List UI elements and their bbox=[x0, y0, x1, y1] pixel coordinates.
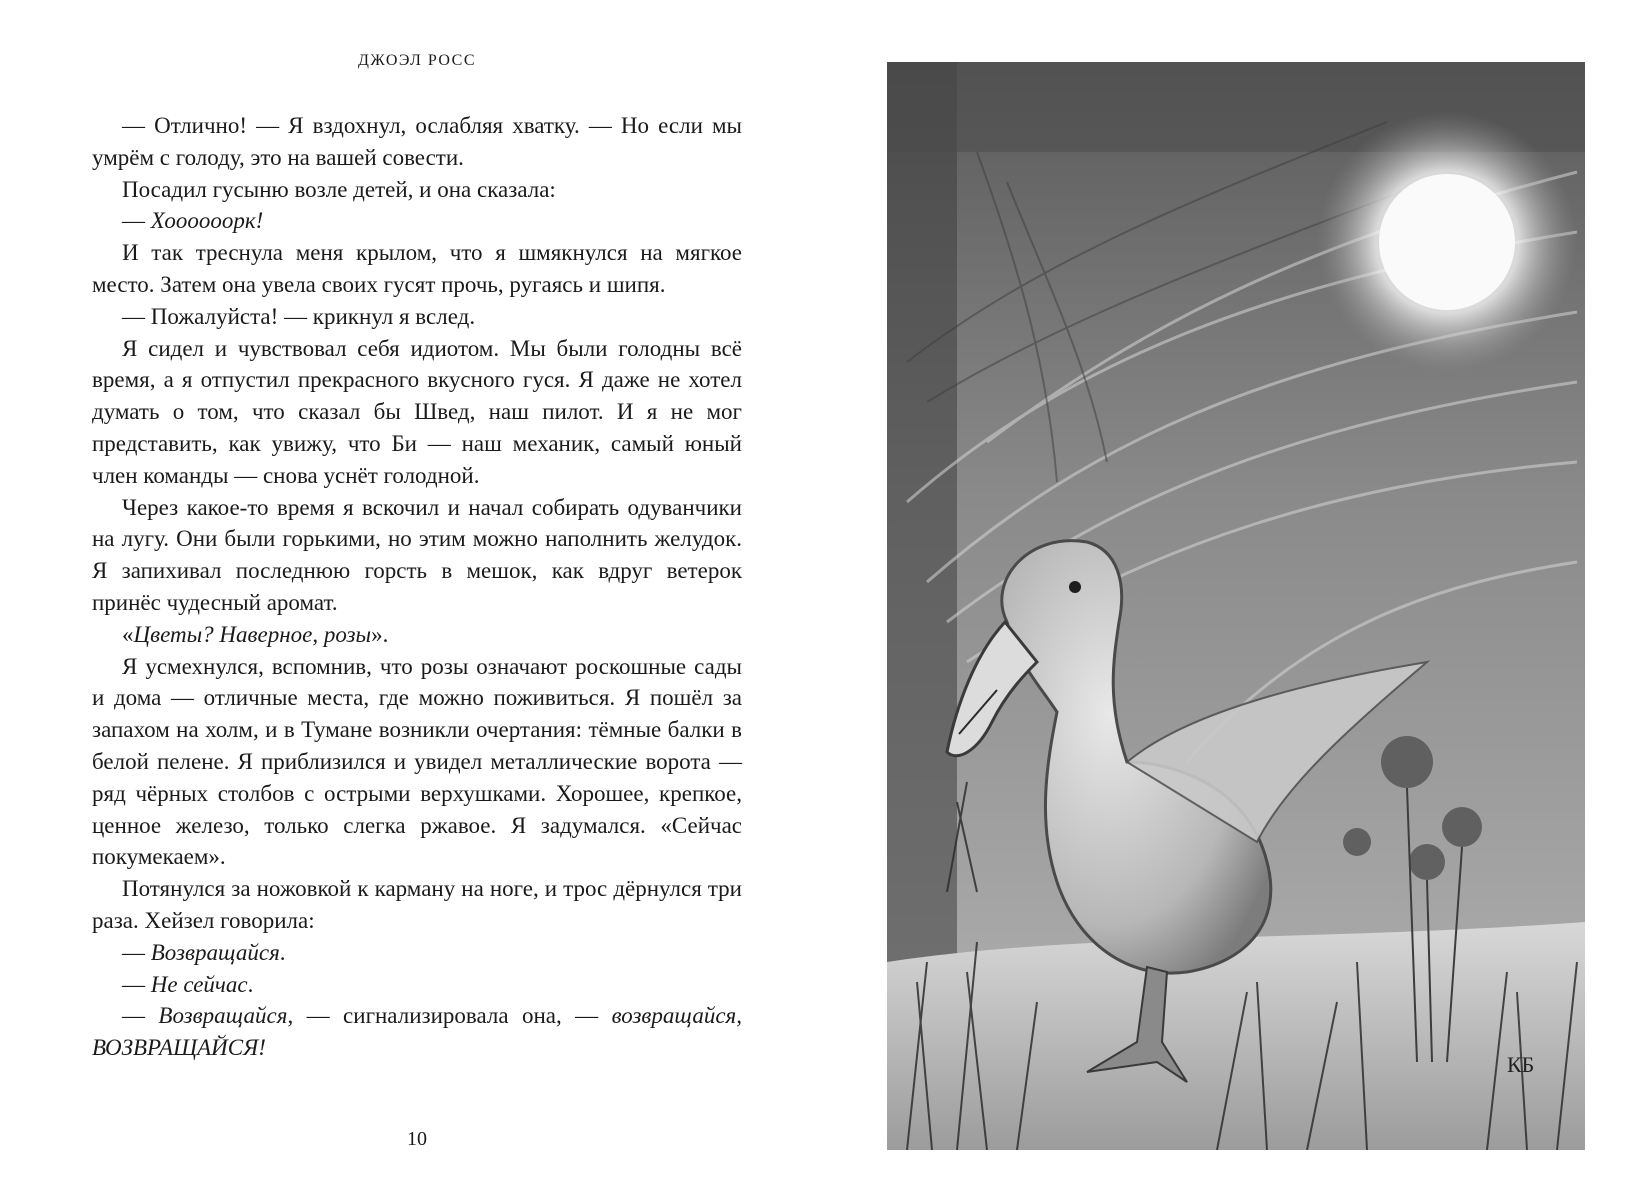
paragraph bbox=[92, 174, 742, 206]
page-number: 10 bbox=[407, 1128, 427, 1150]
text-run: ». bbox=[371, 621, 389, 647]
italic-text: Цветы? Наверное, розы bbox=[133, 621, 372, 647]
italic-text: Возвращайся bbox=[158, 1003, 288, 1029]
text-run: Потянулся за ножовкой к карману на ноге, и трос дёрнулся три раза. Хейзел говорила: bbox=[92, 876, 742, 933]
paragraph bbox=[92, 205, 742, 237]
goose-illustration bbox=[887, 62, 1585, 1150]
paragraph bbox=[92, 651, 742, 874]
paragraph bbox=[92, 1000, 742, 1064]
paragraph bbox=[92, 969, 742, 1001]
body-text bbox=[92, 110, 742, 1064]
text-run: . bbox=[279, 939, 286, 965]
text-run: Я сидел и чувствовал себя идиотом. Мы были голодны всё время, а я отпустил прекрасного вкусного гуся. Я даже не хотел думать о том, что сказал бы Швед, наш пилот. И я не мог представить, как увижу, что Би — наш механик, самый юный член команды — снова уснёт голодной. bbox=[92, 335, 742, 488]
text-run: « bbox=[122, 621, 134, 647]
paragraph bbox=[92, 937, 742, 969]
text-run: — bbox=[122, 971, 151, 997]
text-run: — bbox=[122, 939, 151, 965]
italic-text: Хоооооорк! bbox=[150, 208, 264, 234]
moon-icon bbox=[1379, 174, 1515, 310]
text-run: , — сигнализировала она, — bbox=[287, 1003, 612, 1029]
paragraph bbox=[92, 301, 742, 333]
running-head: ДЖОЭЛ РОСС bbox=[358, 52, 476, 69]
text-run: — bbox=[122, 208, 151, 234]
paragraph bbox=[92, 492, 742, 619]
paragraph bbox=[92, 237, 742, 301]
illustration-drawing bbox=[887, 62, 1585, 1150]
paragraph bbox=[92, 619, 742, 651]
paragraph bbox=[92, 110, 742, 174]
text-run: Через какое-то время я вскочил и начал собирать одуванчики на лугу. Они были горькими, но этим можно наполнить желудок. Я запихивал последнюю горсть в мешок, как вдруг ветерок принёс чудесный аромат. bbox=[92, 494, 742, 615]
text-run: Посадил гусыню возле детей, и она сказала: bbox=[122, 176, 556, 202]
artist-signature: КБ bbox=[1507, 1052, 1535, 1077]
text-run: — Отлично! — Я вздохнул, ослабляя хватку. — Но если мы умрём с голоду, это на вашей совести. bbox=[92, 113, 742, 170]
italic-text: Возвращайся bbox=[150, 939, 280, 965]
text-run: — bbox=[122, 1003, 159, 1029]
italic-text: возвращайся, ВОЗВРАЩАЙСЯ! bbox=[92, 1003, 742, 1061]
text-run: Я усмехнулся, вспомнив, что розы означают роскошные сады и дома — отличные места, где можно поживиться. Я пошёл за запахом на холм, и в Тумане возникли очертания: тёмные балки в белой пелене. Я приблизился и увидел металлические ворота — ряд чёрных столбов с острыми верхушками. Хорошее, крепкое, ценное железо, только слегка ржавое. Я задумался. «Сейчас покумекаем». bbox=[92, 653, 742, 870]
text-run: . bbox=[247, 971, 254, 997]
text-run: — Пожалуйста! — крикнул я вслед. bbox=[122, 303, 476, 329]
paragraph bbox=[92, 333, 742, 492]
text-run: И так треснула меня крылом, что я шмякнулся на мягкое место. Затем она увела своих гусят прочь, ругаясь и шипя. bbox=[92, 240, 742, 297]
italic-text: Не сейчас bbox=[150, 971, 248, 997]
paragraph bbox=[92, 873, 742, 937]
